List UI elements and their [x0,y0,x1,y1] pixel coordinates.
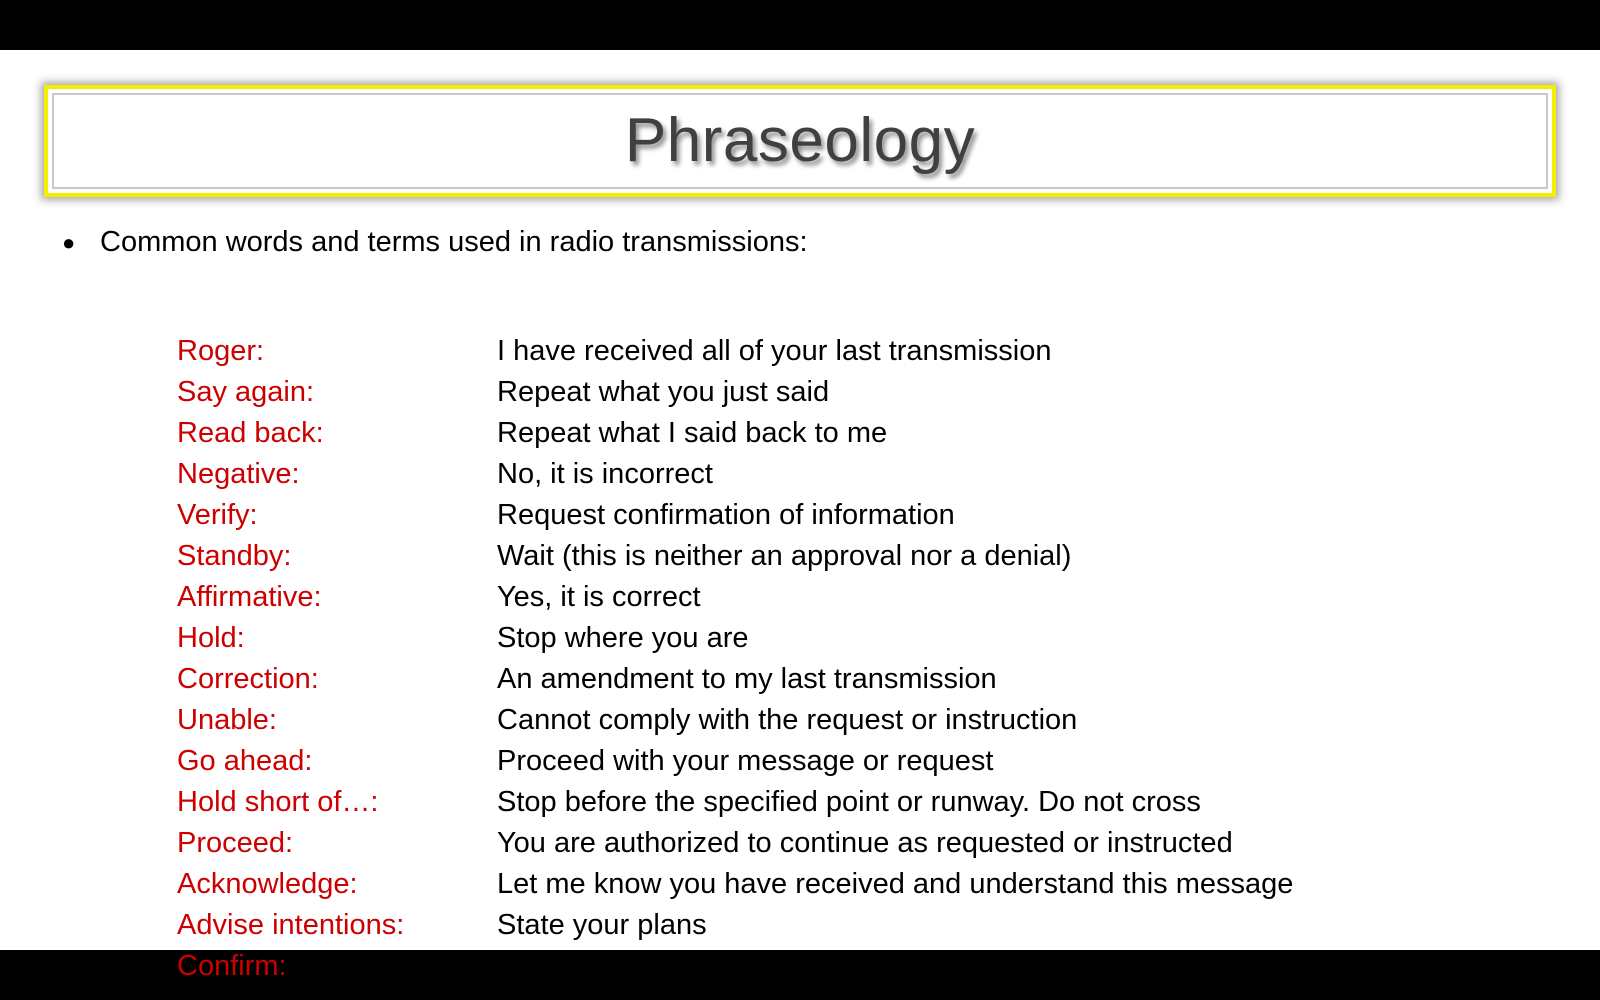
term-row [177,454,1293,495]
term-label: Confirm: [177,950,287,982]
term-definition: No, it is incorrect [497,458,713,490]
term-row [177,823,1293,864]
term-definition: Repeat what I said back to me [497,417,888,449]
term-definition: State your plans [497,909,707,941]
slide-title: Phraseology [624,105,976,175]
term-row [177,331,1293,372]
term-row [177,413,1293,454]
term-label: Roger: [177,335,265,367]
term-label: Proceed: [177,827,294,859]
title-box [44,85,1556,197]
term-definition: Wait (this is neither an approval nor a denial) [497,540,1072,572]
term-label: Unable: [177,704,277,736]
intro-text: Common words and terms used in radio transmissions: [100,226,808,258]
term-label: Read back: [177,417,324,449]
term-label: Negative: [177,458,300,490]
term-label: Hold short of…: [177,786,379,818]
term-definition: Cannot comply with the request or instruction [497,704,1078,736]
term-label: Hold: [177,622,245,654]
term-definition: I have received all of your last transmission [497,335,1052,367]
term-definition: Repeat what you just said [497,376,830,408]
term-definition: You are authorized to continue as requested or instructed [497,827,1233,859]
term-label: Say again: [177,376,315,408]
term-row [177,946,1293,987]
term-definition: Yes, it is correct [497,581,701,613]
term-row [177,905,1293,946]
term-label: Verify: [177,499,258,531]
term-label: Affirmative: [177,581,322,613]
term-row [177,618,1293,659]
slide [0,50,1600,982]
term-row [177,864,1293,905]
term-definition: What I’m saying is correct [497,950,829,982]
term-row [177,495,1293,536]
term-definition: Let me know you have received and understand this message [497,868,1294,900]
term-definition: Request confirmation of information [497,499,955,531]
term-row [177,741,1293,782]
term-label: Standby: [177,540,292,572]
term-row [177,577,1293,618]
term-row [177,659,1293,700]
term-row [177,700,1293,741]
term-label: Advise intentions: [177,909,405,941]
term-definition: Proceed with your message or request [497,745,994,777]
bullet-icon: ● [62,229,76,255]
term-row [177,536,1293,577]
term-label: Correction: [177,663,319,695]
term-definition: Stop where you are [497,622,749,654]
term-row [177,372,1293,413]
terms-list [177,331,1293,987]
term-definition: Stop before the specified point or runway. Do not cross [497,786,1201,818]
term-label: Acknowledge: [177,868,358,900]
term-label: Go ahead: [177,745,313,777]
term-row [177,782,1293,823]
term-definition: An amendment to my last transmission [497,663,997,695]
intro-bullet [62,226,808,259]
